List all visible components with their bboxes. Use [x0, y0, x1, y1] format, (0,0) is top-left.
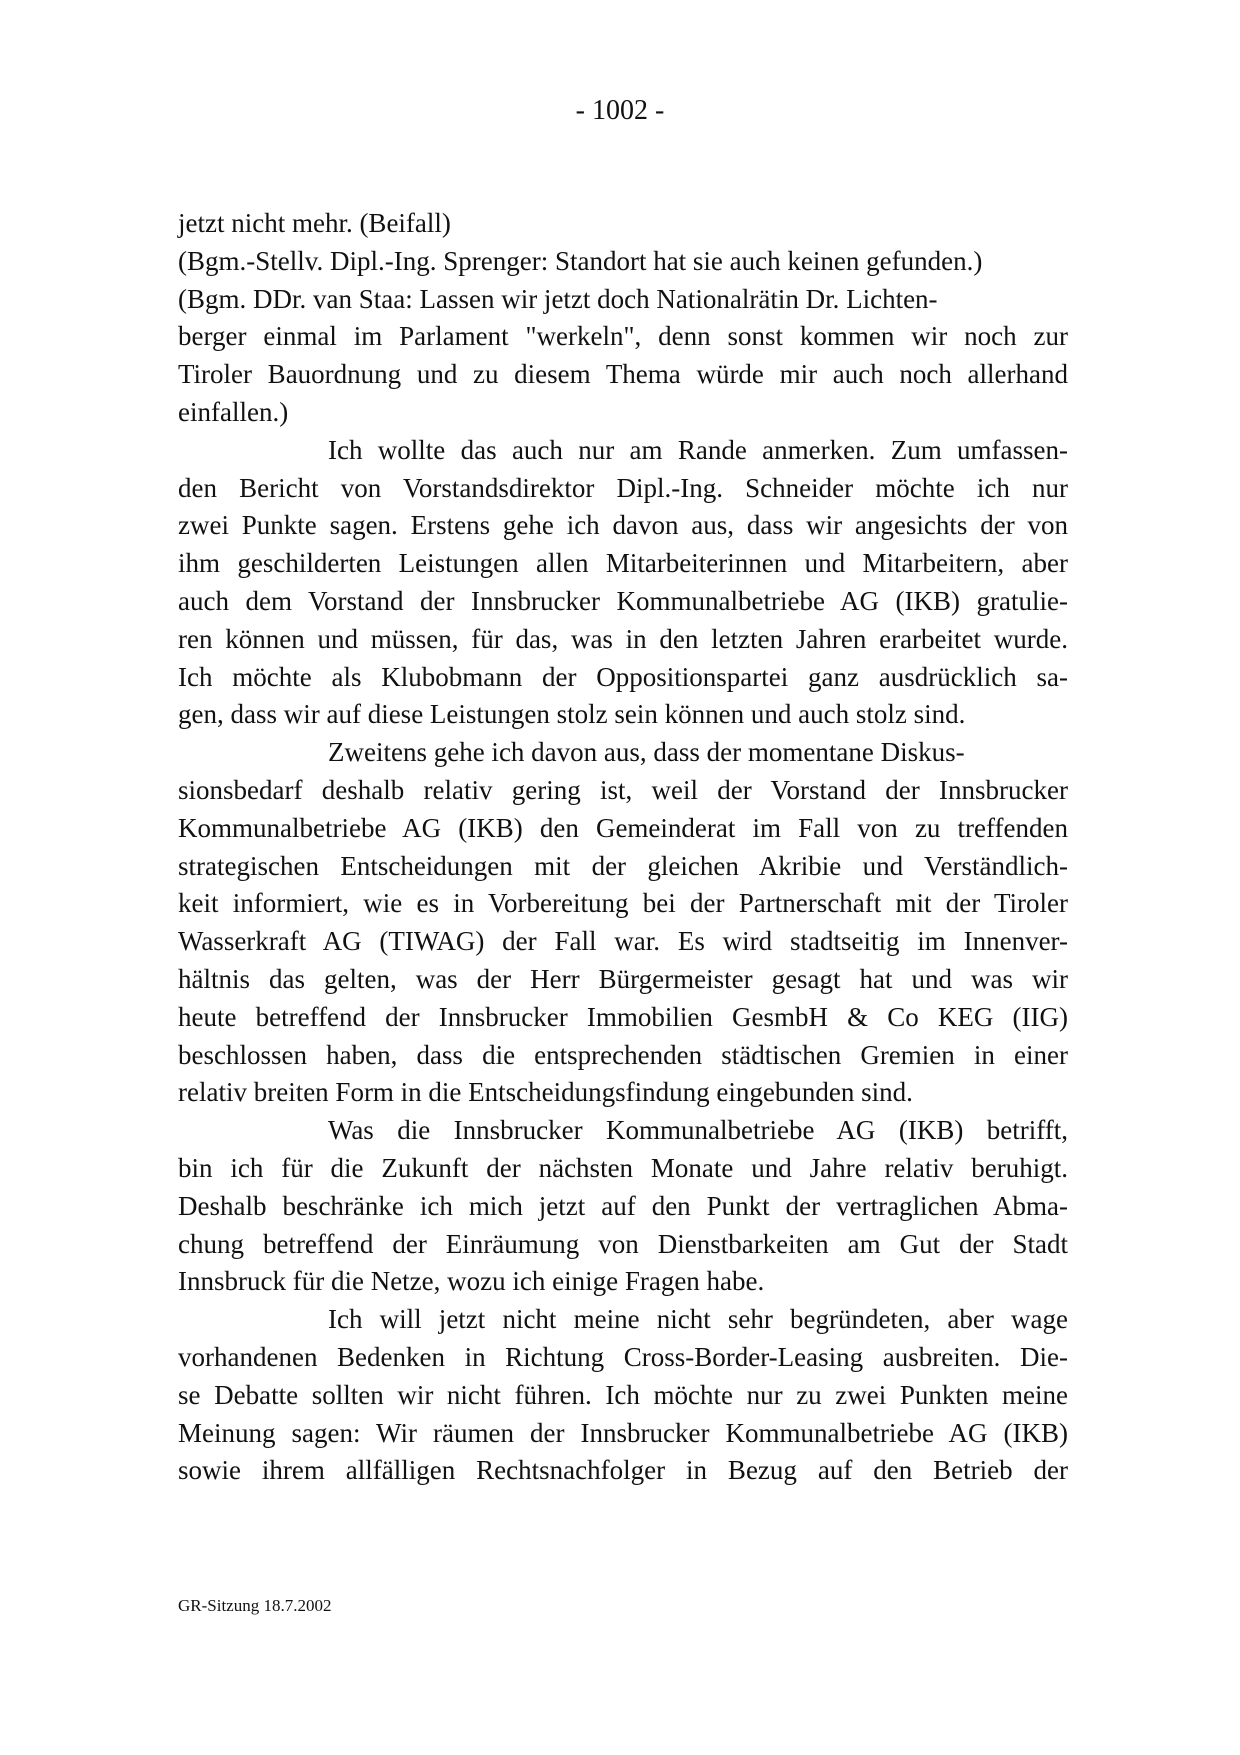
text-line: ren können und müssen, für das, was in den letzten Jahren erarbeitet wurde. — [178, 623, 1068, 654]
text-line: Kommunalbetriebe AG (IKB) den Gemeinderat im Fall von zu treffenden — [178, 812, 1068, 843]
text-line: chung betreffend der Einräumung von Dienstbarkeiten am Gut der Stadt — [178, 1228, 1068, 1259]
text-line: vorhandenen Bedenken in Richtung Cross-Border-Leasing ausbreiten. Die- — [178, 1341, 1068, 1372]
text-line: sowie ihrem allfälligen Rechtsnachfolger in Bezug auf den Betrieb der — [178, 1455, 1068, 1486]
text-line: hältnis das gelten, was der Herr Bürgermeister gesagt hat und was wir — [178, 963, 1068, 994]
text-line: relativ breiten Form in die Entscheidungsfindung eingebunden sind. — [178, 1077, 913, 1108]
text-line: Zweitens gehe ich davon aus, dass der momentane Diskus- — [328, 737, 965, 768]
text-line: Meinung sagen: Wir räumen der Innsbrucker Kommunalbetriebe AG (IKB) — [178, 1417, 1068, 1448]
text-line: beschlossen haben, dass die entsprechenden städtischen Gremien in einer — [178, 1039, 1068, 1070]
text-line: ihm geschilderten Leistungen allen Mitarbeiterinnen und Mitarbeitern, aber — [178, 548, 1068, 579]
text-line: gen, dass wir auf diese Leistungen stolz sein können und auch stolz sind. — [178, 699, 966, 730]
footer-session-date: GR-Sitzung 18.7.2002 — [178, 1596, 332, 1615]
text-line: Ich wollte das auch nur am Rande anmerken. Zum umfassen- — [328, 434, 1068, 465]
page-number: - 1002 - — [575, 95, 665, 126]
text-line: se Debatte sollten wir nicht führen. Ich möchte nur zu zwei Punkten meine — [178, 1379, 1068, 1410]
text-line: Deshalb beschränke ich mich jetzt auf den Punkt der vertraglichen Abma- — [178, 1190, 1068, 1221]
text-line: strategischen Entscheidungen mit der gleichen Akribie und Verständlich- — [178, 850, 1068, 881]
text-line: Was die Innsbrucker Kommunalbetriebe AG (IKB) betrifft, — [328, 1115, 1068, 1146]
text-line: bin ich für die Zukunft der nächsten Monate und Jahre relativ beruhigt. — [178, 1152, 1068, 1183]
text-line: heute betreffend der Innsbrucker Immobilien GesmbH & Co KEG (IIG) — [178, 1001, 1068, 1032]
text-line: den Bericht von Vorstandsdirektor Dipl.-Ing. Schneider möchte ich nur — [178, 472, 1068, 503]
text-line: Innsbruck für die Netze, wozu ich einige Fragen habe. — [178, 1266, 765, 1297]
text-line: (Bgm. DDr. van Staa: Lassen wir jetzt doch Nationalrätin Dr. Lichten- — [178, 283, 938, 314]
text-line: Tiroler Bauordnung und zu diesem Thema würde mir auch noch allerhand — [178, 359, 1068, 390]
text-line: Wasserkraft AG (TIWAG) der Fall war. Es wird stadtseitig im Innenver- — [178, 926, 1068, 957]
text-line: einfallen.) — [178, 396, 289, 427]
text-line: (Bgm.-Stellv. Dipl.-Ing. Sprenger: Standort hat sie auch keinen gefunden.) — [178, 245, 983, 276]
text-line: keit informiert, wie es in Vorbereitung bei der Partnerschaft mit der Tiroler — [178, 888, 1068, 919]
text-line: Ich möchte als Klubobmann der Oppositionspartei ganz ausdrücklich sa- — [178, 661, 1068, 692]
text-line: zwei Punkte sagen. Erstens gehe ich davon aus, dass wir angesichts der von — [178, 510, 1068, 541]
text-line: sionsbedarf deshalb relativ gering ist, weil der Vorstand der Innsbrucker — [178, 774, 1068, 805]
text-line: jetzt nicht mehr. (Beifall) — [178, 208, 451, 238]
text-line: auch dem Vorstand der Innsbrucker Kommunalbetriebe AG (IKB) gratulie- — [178, 585, 1068, 616]
body-text — [178, 205, 1068, 1490]
text-line: berger einmal im Parlament "werkeln", denn sonst kommen wir noch zur — [178, 321, 1068, 352]
text-line: Ich will jetzt nicht meine nicht sehr begründeten, aber wage — [328, 1304, 1068, 1335]
